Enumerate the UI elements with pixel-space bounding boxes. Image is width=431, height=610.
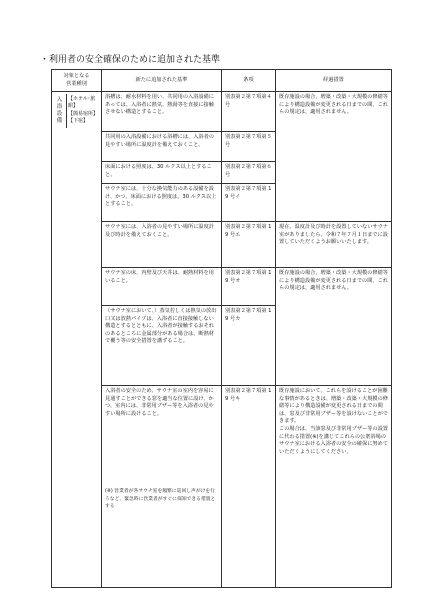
- clause-cell: 別表第２第７項第 19 号エ: [222, 222, 276, 268]
- table-row: [52, 268, 392, 306]
- header-transition: 経過措置: [276, 70, 392, 92]
- clause-cell: 別表第２第７項第５号: [222, 132, 276, 162]
- standard-cell: サウナ室の床、内壁及び天井は、耐熱材料を用いること。: [102, 268, 222, 306]
- standard-note: (※) 営業者が各サウナ室を頻繁に巡回し声がけを行うなど、緊急時に営業者がすぐに探知できる措置とする: [105, 489, 216, 509]
- standard-cell: 浴槽は、耐水材料を用い、共同用の入浴設備にあっては、入浴者に熱気、熱湯等を直接に接触させない構造とすること。: [102, 92, 222, 132]
- table-row: [52, 222, 392, 268]
- standard-cell: サウナ室には、十分な換気能力のある設備を設け、かつ、床面における照度は、30 ルクス以上とすること。: [102, 184, 222, 222]
- type-simple-lodging: 【簡易宿所】: [68, 110, 99, 117]
- standard-cell: サウナ室には、入浴者の見やすい場所に温度計及び時計を備えておくこと。: [102, 222, 222, 268]
- clause-cell: 別表第２第７項第 19 号オ: [222, 268, 276, 306]
- table-row: [52, 92, 392, 132]
- standards-table: [51, 69, 392, 588]
- standard-cell: [102, 386, 222, 588]
- standard-cell: 共同用の入浴設備における浴槽には、入浴者の見やすい場所に温度計を備えておくこと。: [102, 132, 222, 162]
- clause-cell: 別表第２第７項第 19 号カ: [222, 306, 276, 386]
- transition-cell: 現在、温度計及び時計を設置していないサウナ室がありましたら、令和７年７月１日までに設置していただくようお願いいたします。: [276, 222, 392, 268]
- clause-cell: 別表第２第７項第６号: [222, 162, 276, 184]
- standard-cell: 床面における照度は、30 ルクス以上とすること。: [102, 162, 222, 184]
- header-clause: 条項: [222, 70, 276, 92]
- table-row: [52, 386, 392, 588]
- type-hotel: 【ホテル･旅館】: [68, 96, 96, 110]
- standard-text: 入浴者の安全のため、サウナ室の室内を容易に見通すことができる窓を適当な位置に設け、かつ、室内には、非常用ブザー等を入浴者の見やすい場所に設けること。: [105, 388, 214, 417]
- header-business-type-line2: 営業種別: [66, 80, 87, 87]
- facility-label: 入浴設備: [56, 97, 63, 124]
- header-new-standard: 新たに追加された基準: [102, 70, 222, 92]
- header-business-type-line1: 対象となる: [63, 72, 90, 79]
- standard-cell: （サウナ室において、）蒸気若しくは熱気の放出口又は放熱パイプは、入浴者に直接接触しない構造とするとともに、入浴者が接触するおそれのあるところに金属部分がある場合は、断熱材で覆う等の安全措置を講ずること。: [102, 306, 222, 386]
- transition-cell: 既存施設の場合、増築・改築・大規模の修繕等により構造設備が変更される日までの間、これらの規定は、適用されません。: [276, 92, 392, 222]
- clause-cell: 別表第２第７項第 19 号キ: [222, 386, 276, 588]
- clause-cell: 別表第２第７項第 19 号イ: [222, 184, 276, 222]
- page-title: ・利用者の安全確保のために追加された基準: [40, 55, 221, 65]
- transition-cell: 既存施設の場合、増築・改築・大規模の修繕等により構造設備が変更される日までの間、これらの規定は、適用されません。: [276, 268, 392, 386]
- facility-cell: [52, 92, 102, 588]
- clause-cell: 別表第２第７項第４号: [222, 92, 276, 132]
- header-business-type: [52, 70, 102, 92]
- transition-cell: 既存施設において、これらを設けることが困難な事情があるときは、増築・改築・大規模の修繕等により構造設備が変更される日までの間は、窓及び非常用ブザー等を設けないことができます。 この場合は、当該窓及び非常用ブザー等の設置に代わる措置(※)を講じてこれらの公衆浴場のサウナ室における入浴者の安全の確保に努めていただくようにしてください。: [276, 386, 392, 588]
- type-boarding: 【下宿】: [68, 118, 89, 125]
